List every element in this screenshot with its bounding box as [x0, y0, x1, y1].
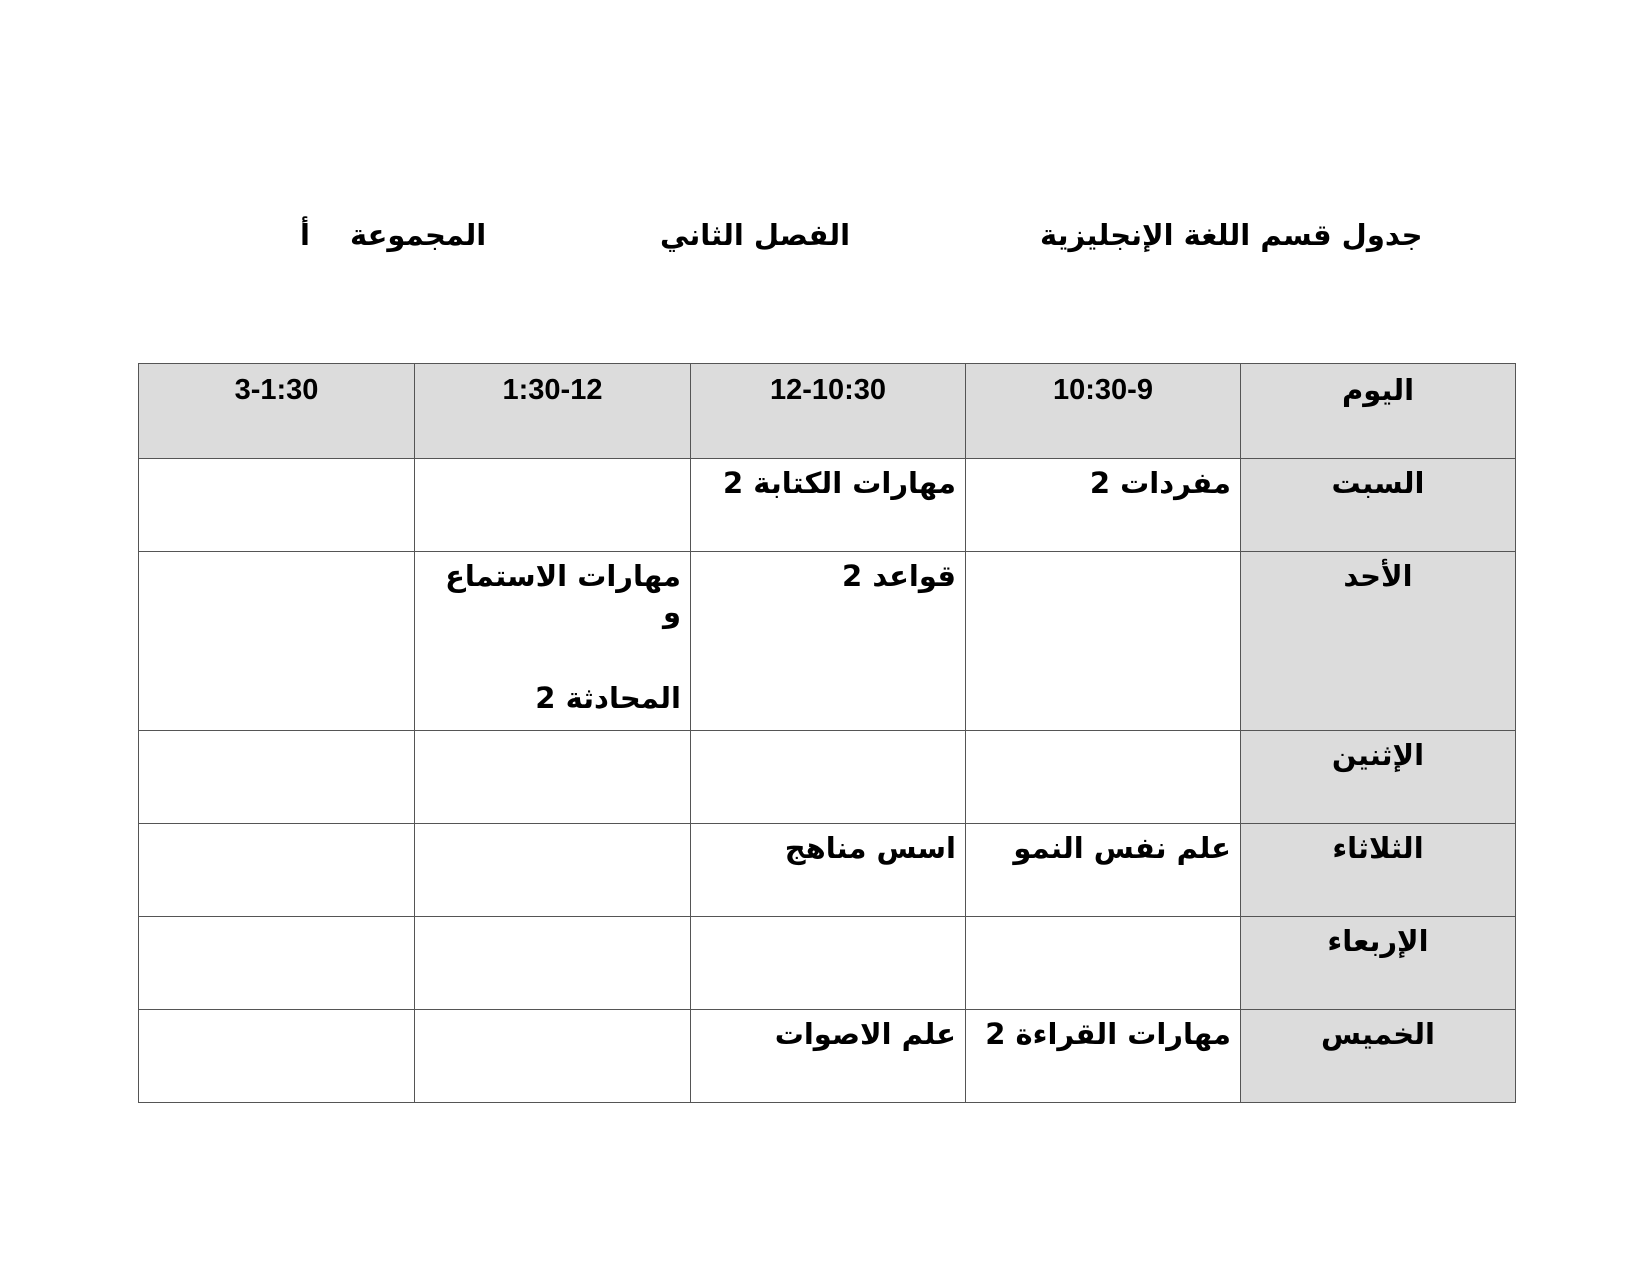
class-cell	[415, 824, 691, 917]
class-cell	[691, 917, 966, 1010]
class-cell	[415, 1010, 691, 1103]
semester-label: الفصل الثاني	[660, 218, 851, 252]
class-cell: مفردات 2	[966, 459, 1241, 552]
class-cell	[415, 459, 691, 552]
time-slot-header: 12-10:30	[691, 364, 966, 459]
class-cell: مهارات القراءة 2	[966, 1010, 1241, 1103]
day-cell: السبت	[1241, 459, 1516, 552]
table-row	[139, 1010, 1516, 1103]
time-slot-header: 1:30-12	[415, 364, 691, 459]
class-cell	[139, 917, 415, 1010]
class-cell: علم نفس النمو	[966, 824, 1241, 917]
day-column-header: اليوم	[1241, 364, 1516, 459]
group-label: المجموعة	[350, 218, 487, 252]
class-cell	[139, 731, 415, 824]
day-cell: الأحد	[1241, 552, 1516, 731]
class-cell: مهارات الكتابة 2	[691, 459, 966, 552]
day-cell: الإثنين	[1241, 731, 1516, 824]
class-cell-line: المحادثة 2	[535, 681, 681, 715]
group-value: أ	[300, 218, 310, 252]
schedule-title: جدول قسم اللغة الإنجليزية	[1040, 218, 1423, 252]
day-cell: الخميس	[1241, 1010, 1516, 1103]
class-cell	[415, 731, 691, 824]
table-row	[139, 731, 1516, 824]
schedule-table	[138, 363, 1516, 1103]
class-cell	[966, 731, 1241, 824]
day-cell: الإربعاء	[1241, 917, 1516, 1010]
table-row	[139, 824, 1516, 917]
header-row	[139, 364, 1516, 459]
class-cell	[139, 552, 415, 731]
table-row	[139, 917, 1516, 1010]
class-cell: علم الاصوات	[691, 1010, 966, 1103]
class-cell: اسس مناهج	[691, 824, 966, 917]
class-cell	[691, 731, 966, 824]
class-cell	[966, 917, 1241, 1010]
class-cell: قواعد 2	[691, 552, 966, 731]
table-row	[139, 552, 1516, 731]
class-cell-multiline	[415, 552, 691, 731]
time-slot-header: 10:30-9	[966, 364, 1241, 459]
class-cell	[139, 824, 415, 917]
time-slot-header: 3-1:30	[139, 364, 415, 459]
class-cell	[139, 1010, 415, 1103]
day-cell: الثلاثاء	[1241, 824, 1516, 917]
class-cell	[415, 917, 691, 1010]
table-row	[139, 459, 1516, 552]
class-cell	[966, 552, 1241, 731]
class-cell	[139, 459, 415, 552]
class-cell-line: مهارات الاستماع و	[445, 559, 681, 629]
